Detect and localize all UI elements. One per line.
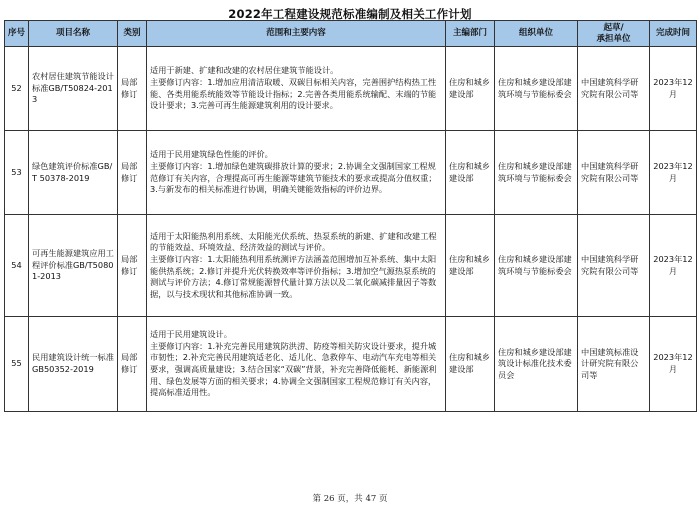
scope-revision: 主要修订内容：1.增加绿色建筑碳排放计算的要求；2.协调全文强制国家工程规范修订有关内容，合理提高可再生能源等建筑节能技术的要求或提高分值权重；3.与新发布的相关标准进行协调，明确关键能效指标的评价边界。 <box>150 160 437 195</box>
header-drafter-line2: 承担单位 <box>596 33 631 44</box>
table-header-row <box>5 21 697 47</box>
header-org: 组织单位 <box>495 21 578 47</box>
row-org: 住房和城乡建设部建筑环境与节能标委会 <box>495 47 578 131</box>
row-name: 可再生能源建筑应用工程评价标准GB/T50801-2013 <box>29 215 118 317</box>
row-scope <box>147 215 446 317</box>
header-name: 项目名称 <box>29 21 118 47</box>
row-org: 住房和城乡建设部建筑环境与节能标委会 <box>495 131 578 215</box>
row-name: 民用建筑设计统一标准GB50352-2019 <box>29 317 118 412</box>
row-name: 农村居住建筑节能设计标准GB/T50824-2013 <box>29 47 118 131</box>
row-deadline: 2023年12月 <box>650 131 697 215</box>
row-dept: 住房和城乡建设部 <box>446 317 495 412</box>
table-row <box>5 317 697 412</box>
row-name: 绿色建筑评价标准GB/T 50378-2019 <box>29 131 118 215</box>
scope-applicability: 适用于新建、扩建和改建的农村居住建筑节能设计。 <box>150 65 339 76</box>
scope-applicability: 适用于民用建筑绿色性能的评价。 <box>150 149 273 160</box>
row-no: 54 <box>5 215 29 317</box>
row-scope <box>147 317 446 412</box>
scope-applicability: 适用于太阳能热利用系统、太阳能光伏系统、热泵系统的新建、扩建和改建工程的节能效益、环境效益、经济效益的测试与评价。 <box>150 230 437 253</box>
page-title: 2022年工程建设规范标准编制及相关工作计划 <box>228 7 472 21</box>
row-category: 局部修订 <box>118 47 147 131</box>
row-category: 局部修订 <box>118 131 147 215</box>
header-deadline: 完成时间 <box>650 21 697 47</box>
header-dept: 主编部门 <box>446 21 495 47</box>
row-org: 住房和城乡建设部建筑环境与节能标委会 <box>495 215 578 317</box>
row-no: 52 <box>5 47 29 131</box>
row-category: 局部修订 <box>118 317 147 412</box>
row-dept: 住房和城乡建设部 <box>446 131 495 215</box>
row-dept: 住房和城乡建设部 <box>446 47 495 131</box>
row-drafter: 中国建筑科学研究院有限公司等 <box>578 215 650 317</box>
table-row <box>5 131 697 215</box>
row-deadline: 2023年12月 <box>650 215 697 317</box>
scope-revision: 主要修订内容：1.补充完善民用建筑防洪涝、防疫等相关防灾设计要求，提升城市韧性；2.补充完善民用建筑适老化、适儿化、急救停车、电动汽车充电等相关要求，强调高质量建设；3.结合国家“双碳”背景，补充完善降低能耗、新能源利用、绿色发展等方面的相关要求；4.协调全文强制国家工程规范修订有关内容，提高标准适用性。 <box>150 340 437 398</box>
scope-revision: 主要修订内容：1.增加应用清洁取暖、双碳目标相关内容，完善围护结构热工性能、各类用能系统能效等节能设计指标；2.完善各类用能系统输配、末端的节能设计要求；3.完善可再生能源建筑利用的设计要求。 <box>150 76 437 111</box>
scope-applicability: 适用于民用建筑设计。 <box>150 329 232 340</box>
scope-revision: 主要修订内容：1.太阳能热利用系统测评方法涵盖范围增加互补系统、集中太阳能供热系统；2.修订并提升光伏转换效率等评价指标；3.增加空气源热泵系统的测试与评价方法；4.修订常规能源替代量计算方法以及二氧化碳减排量因子等数据，以与技术现状和其他标准协调一致。 <box>150 253 437 299</box>
table-row <box>5 215 697 317</box>
row-deadline: 2023年12月 <box>650 47 697 131</box>
row-drafter: 中国建筑标准设计研究院有限公司等 <box>578 317 650 412</box>
header-category: 类别 <box>118 21 147 47</box>
row-no: 53 <box>5 131 29 215</box>
header-drafter <box>578 21 650 47</box>
row-deadline: 2023年12月 <box>650 317 697 412</box>
row-category: 局部修订 <box>118 215 147 317</box>
plan-table <box>4 20 697 412</box>
page-footer: 第 26 页，共 47 页 <box>312 494 388 504</box>
table-row <box>5 47 697 131</box>
row-drafter: 中国建筑科学研究院有限公司等 <box>578 131 650 215</box>
header-no: 序号 <box>5 21 29 47</box>
row-scope <box>147 131 446 215</box>
row-dept: 住房和城乡建设部 <box>446 215 495 317</box>
row-drafter: 中国建筑科学研究院有限公司等 <box>578 47 650 131</box>
header-scope: 范围和主要内容 <box>147 21 446 47</box>
row-no: 55 <box>5 317 29 412</box>
row-org: 住房和城乡建设部建筑设计标准化技术委员会 <box>495 317 578 412</box>
row-scope <box>147 47 446 131</box>
header-drafter-line1: 起草/ <box>603 23 624 34</box>
